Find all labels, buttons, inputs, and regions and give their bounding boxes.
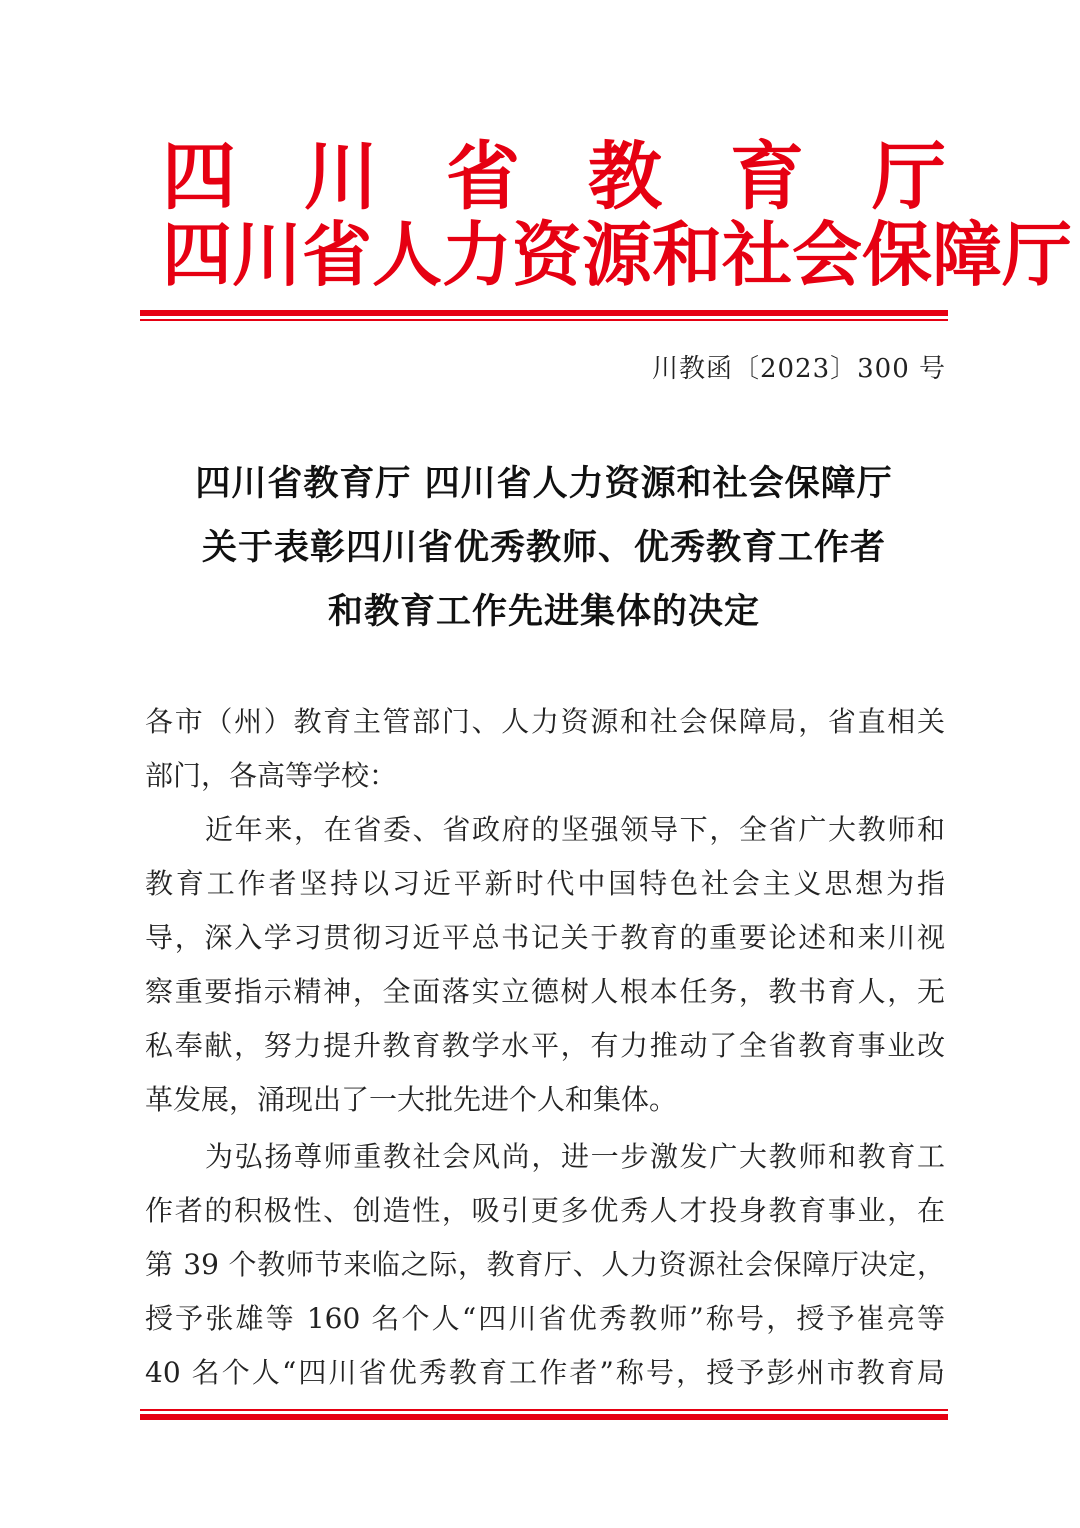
body-text-line: 40 名个人“四川省优秀教育工作者”称号，授予彭州市教育局 (145, 1356, 945, 1389)
org-char: 和 (652, 214, 722, 296)
body-text-line: 近年来，在省委、省政府的坚强领导下，全省广大教师和 (205, 813, 945, 846)
org-char: 保 (862, 214, 932, 296)
body-text-line: 私奉献，努力提升教育教学水平，有力推动了全省教育事业改 (145, 1029, 945, 1062)
org-char: 力 (442, 214, 512, 296)
org-char: 障 (932, 214, 1002, 296)
header-divider-thick (140, 310, 948, 316)
org-char: 育 (730, 134, 804, 220)
document-title-line-3: 和教育工作先进集体的决定 (327, 592, 760, 632)
body-text-line: 各市（州）教育主管部门、人力资源和社会保障局，省直相关 (145, 705, 945, 738)
body-text-line: 作者的积极性、创造性，吸引更多优秀人才投身教育事业，在 (145, 1194, 945, 1227)
footer-divider-thick (140, 1414, 948, 1420)
org-char: 省 (302, 214, 372, 296)
body-text-line: 革发展，涌现出了一大批先进个人和集体。 (145, 1083, 678, 1116)
org-char: 社 (722, 214, 792, 296)
document-title-line-1: 四川省教育厅 四川省人力资源和社会保障厅 (195, 464, 893, 504)
org-char: 厅 (1002, 214, 1072, 296)
document-number: 川教函〔2023〕300 号 (651, 354, 946, 384)
issuing-org-line-2 (140, 214, 1072, 296)
document-title-line-2: 关于表彰四川省优秀教师、优秀教育工作者 (201, 528, 886, 568)
body-text-line: 授予张雄等 160 名个人“四川省优秀教师”称号，授予崔亮等 (145, 1302, 945, 1335)
org-char: 会 (792, 214, 862, 296)
org-char: 人 (372, 214, 442, 296)
header-divider-thin (140, 319, 948, 321)
body-text-line: 部门，各高等学校： (145, 759, 398, 792)
org-char: 川 (304, 134, 378, 220)
footer-divider-thin (140, 1409, 948, 1411)
body-text-line: 察重要指示精神，全面落实立德树人根本任务，教书育人，无 (145, 975, 945, 1008)
body-text-line: 第 39 个教师节来临之际，教育厅、人力资源社会保障厅决定， (145, 1248, 945, 1281)
org-char: 川 (232, 214, 302, 296)
body-text-line: 为弘扬尊师重教社会风尚，进一步激发广大教师和教育工 (205, 1140, 945, 1173)
body-text-line: 教育工作者坚持以习近平新时代中国特色社会主义思想为指 (145, 867, 945, 900)
body-text-line: 导，深入学习贯彻习近平总书记关于教育的重要论述和来川视 (145, 921, 945, 954)
org-char: 四 (162, 134, 236, 220)
org-char: 资 (512, 214, 582, 296)
org-char: 厅 (872, 134, 946, 220)
org-char: 源 (582, 214, 652, 296)
org-char: 四 (162, 214, 232, 296)
org-char: 省 (446, 134, 520, 220)
issuing-org-line-1 (140, 134, 946, 220)
org-char: 教 (588, 134, 662, 220)
